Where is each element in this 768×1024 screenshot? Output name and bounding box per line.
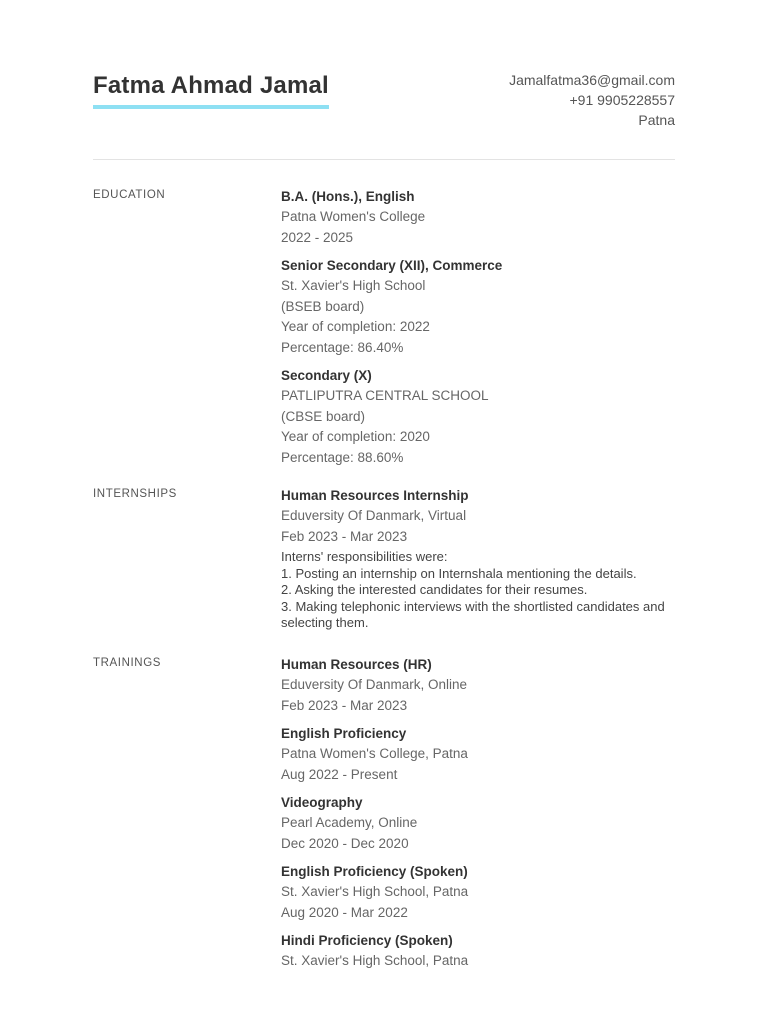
education-entry bbox=[281, 187, 681, 248]
description-line: 2. Asking the interested candidates for their resumes. bbox=[281, 582, 588, 597]
section-label-trainings: TRAININGS bbox=[93, 657, 162, 669]
entry-title: Human Resources Internship bbox=[281, 488, 469, 503]
entry-line: Patna Women's College bbox=[281, 209, 426, 224]
education-entry bbox=[281, 366, 681, 468]
entry-line: 2022 - 2025 bbox=[281, 229, 354, 245]
entry-title: Senior Secondary (XII), Commerce bbox=[281, 258, 503, 273]
entry-line: St. Xavier's High School, Patna bbox=[281, 953, 469, 968]
entry-title: English Proficiency (Spoken) bbox=[281, 864, 468, 879]
entry-title: Secondary (X) bbox=[281, 368, 372, 383]
resume-header bbox=[93, 72, 329, 109]
entry-line: St. Xavier's High School, Patna bbox=[281, 884, 469, 899]
education-entry bbox=[281, 256, 681, 358]
training-entry bbox=[281, 862, 681, 923]
candidate-name: Fatma Ahmad Jamal bbox=[93, 72, 329, 109]
entry-title: Hindi Proficiency (Spoken) bbox=[281, 933, 453, 948]
header-divider bbox=[93, 159, 675, 160]
education-entries bbox=[281, 187, 681, 476]
entry-line: Pearl Academy, Online bbox=[281, 815, 418, 830]
entry-title: Human Resources (HR) bbox=[281, 657, 432, 672]
email-text: Jamalfatma36@gmail.com bbox=[509, 72, 675, 88]
training-entry bbox=[281, 724, 681, 785]
entry-line: Percentage: 88.60% bbox=[281, 449, 404, 465]
entry-description bbox=[281, 549, 681, 632]
entry-line: Feb 2023 - Mar 2023 bbox=[281, 697, 408, 713]
entry-line: Feb 2023 - Mar 2023 bbox=[281, 528, 408, 544]
section-label-education: EDUCATION bbox=[93, 189, 166, 201]
entry-line: Eduversity Of Danmark, Online bbox=[281, 677, 468, 692]
description-line: Interns' responsibilities were: bbox=[281, 549, 448, 564]
training-entry bbox=[281, 931, 681, 972]
section-label-internships: INTERNSHIPS bbox=[93, 488, 177, 500]
entry-title: Videography bbox=[281, 795, 363, 810]
contact-block bbox=[509, 70, 675, 130]
entry-line: Percentage: 86.40% bbox=[281, 339, 404, 355]
entry-title: B.A. (Hons.), English bbox=[281, 189, 415, 204]
location-text: Patna bbox=[638, 112, 675, 128]
phone-text: +91 9905228557 bbox=[569, 92, 675, 108]
training-entries bbox=[281, 655, 681, 980]
entry-line: (BSEB board) bbox=[281, 298, 365, 314]
entry-line: Eduversity Of Danmark, Virtual bbox=[281, 508, 467, 523]
entry-line: Patna Women's College, Patna bbox=[281, 746, 468, 761]
entry-line: Year of completion: 2020 bbox=[281, 429, 430, 444]
internship-entry bbox=[281, 486, 681, 632]
entry-line: (CBSE board) bbox=[281, 408, 366, 424]
training-entry bbox=[281, 793, 681, 854]
entry-line: Year of completion: 2022 bbox=[281, 319, 430, 334]
training-entry bbox=[281, 655, 681, 716]
entry-title: English Proficiency bbox=[281, 726, 407, 741]
description-line: 1. Posting an internship on Internshala mentioning the details. bbox=[281, 565, 637, 581]
entry-line: Aug 2020 - Mar 2022 bbox=[281, 904, 408, 920]
entry-line: Aug 2022 - Present bbox=[281, 766, 398, 782]
entry-line: St. Xavier's High School bbox=[281, 278, 426, 293]
description-line: 3. Making telephonic interviews with the shortlisted candidates and selecting them. bbox=[281, 598, 665, 630]
internship-entries bbox=[281, 486, 681, 640]
entry-line: PATLIPUTRA CENTRAL SCHOOL bbox=[281, 388, 489, 403]
entry-line: Dec 2020 - Dec 2020 bbox=[281, 835, 409, 851]
